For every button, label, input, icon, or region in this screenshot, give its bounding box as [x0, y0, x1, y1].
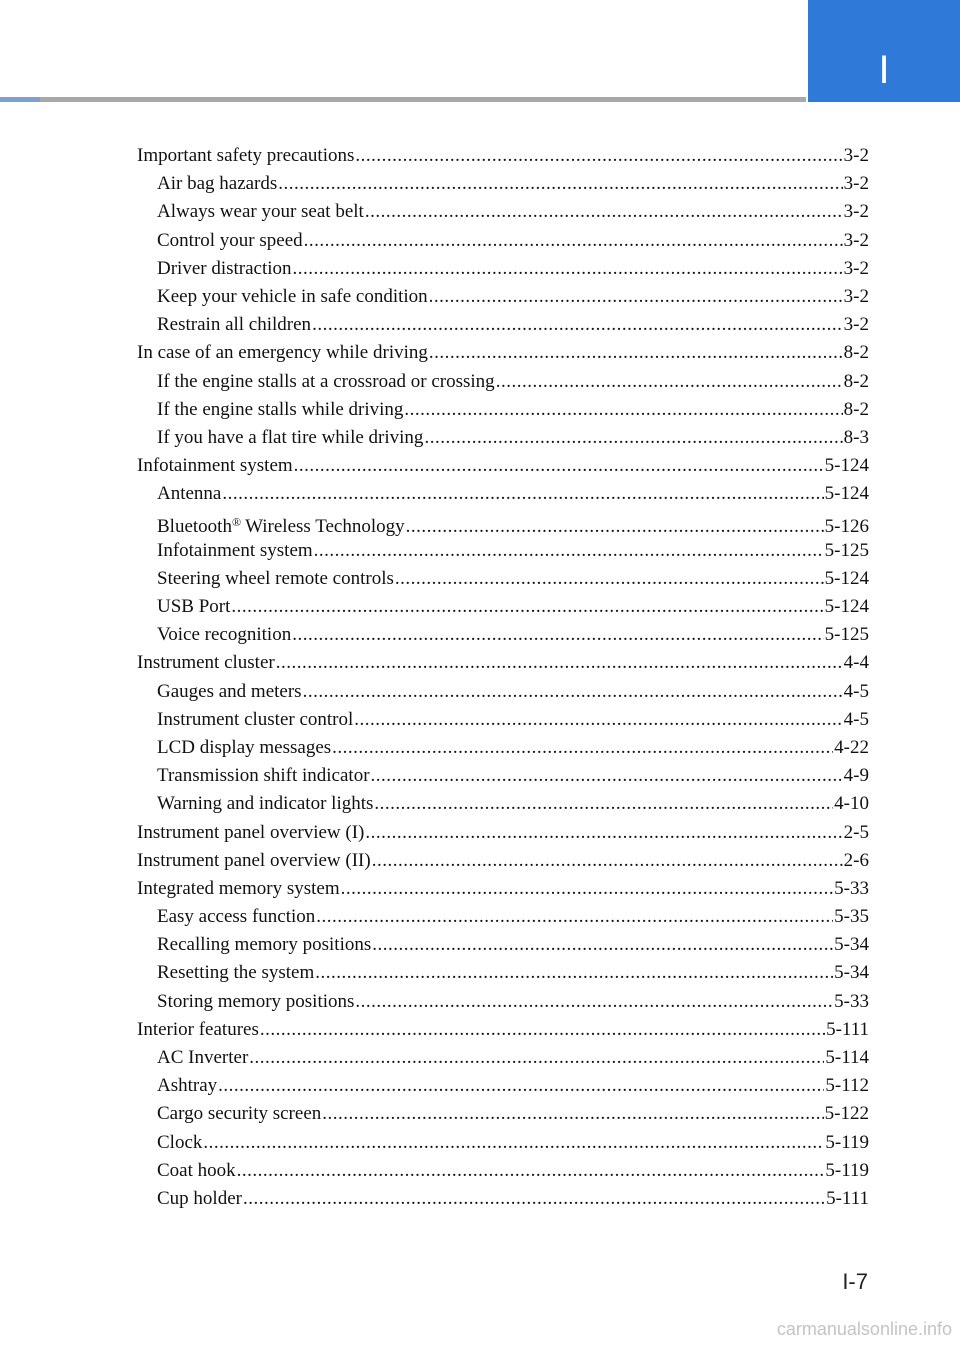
entry-page: 5-125 — [824, 539, 869, 561]
index-entry[interactable] — [137, 452, 869, 480]
entry-title: Warning and indicator lights — [157, 793, 374, 815]
entry-title: Cargo security screen — [157, 1103, 322, 1125]
dot-leader — [374, 790, 833, 818]
index-subentry[interactable] — [137, 988, 869, 1016]
entry-title: Transmission shift indicator — [157, 765, 370, 787]
dot-leader — [365, 819, 842, 847]
entry-page: 5-124 — [824, 596, 869, 617]
dot-leader — [294, 452, 824, 480]
index-subentry[interactable] — [137, 931, 869, 959]
entry-page: 5-114 — [825, 1047, 869, 1068]
dot-leader — [354, 706, 842, 734]
entry-title — [157, 508, 405, 536]
index-subentry[interactable] — [137, 1100, 869, 1128]
dot-leader — [222, 480, 823, 508]
entry-title: If the engine stalls at a crossroad or crossing — [157, 370, 495, 392]
dot-leader — [424, 424, 842, 452]
entry-page: 3-2 — [843, 229, 869, 251]
index-subentry[interactable] — [137, 1129, 869, 1157]
dot-leader — [355, 988, 833, 1016]
index-list — [137, 142, 869, 1213]
index-subentry[interactable] — [137, 283, 869, 311]
entry-title: USB Port — [157, 596, 231, 617]
entry-page: 5-119 — [825, 1131, 869, 1153]
dot-leader — [316, 903, 833, 931]
entry-page: 5-125 — [824, 624, 869, 646]
entry-page: 4-4 — [843, 652, 869, 674]
index-subentry[interactable] — [137, 734, 869, 762]
entry-page: 8-2 — [843, 370, 869, 392]
dot-leader — [303, 678, 843, 706]
entry-title: Interior features — [137, 1018, 259, 1040]
dot-leader — [278, 170, 842, 198]
dot-leader — [365, 198, 843, 226]
entry-title: Important safety precautions — [137, 145, 355, 166]
entry-page: 5-35 — [834, 906, 869, 928]
dot-leader — [203, 1129, 824, 1157]
index-subentry[interactable] — [137, 198, 869, 226]
dot-leader — [371, 762, 843, 790]
index-subentry[interactable] — [137, 170, 869, 198]
entry-page: 3-2 — [843, 145, 869, 166]
entry-page: 4-9 — [843, 765, 869, 787]
entry-title: Instrument cluster — [137, 652, 275, 674]
dot-leader — [293, 255, 843, 283]
entry-title: Infotainment system — [157, 539, 313, 561]
dot-leader — [322, 1100, 823, 1128]
dot-leader — [314, 537, 824, 565]
section-tab-label: I — [878, 48, 890, 92]
entry-page: 3-2 — [843, 285, 869, 307]
index-entry[interactable] — [137, 339, 869, 367]
index-entry[interactable] — [137, 875, 869, 903]
dot-leader — [429, 339, 843, 367]
index-subentry[interactable] — [137, 227, 869, 255]
dot-leader — [372, 847, 843, 875]
dot-leader — [315, 959, 833, 987]
page-number: I-7 — [842, 1269, 868, 1294]
index-subentry[interactable] — [137, 480, 869, 508]
entry-page: 3-2 — [843, 257, 869, 279]
entry-title: Instrument panel overview (I) — [137, 821, 365, 843]
entry-page: 5-126 — [824, 516, 869, 537]
index-subentry[interactable] — [137, 1044, 869, 1072]
entry-title: Cup holder — [157, 1187, 242, 1209]
dot-leader — [406, 513, 824, 536]
index-entry[interactable] — [137, 142, 869, 170]
index-subentry[interactable] — [137, 565, 869, 593]
entry-title: Infotainment system — [137, 455, 293, 477]
entry-page: 5-112 — [825, 1075, 869, 1097]
index-subentry[interactable] — [137, 1185, 869, 1213]
entry-title: Storing memory positions — [157, 990, 355, 1012]
index-subentry[interactable] — [137, 959, 869, 987]
entry-page: 5-34 — [834, 934, 869, 956]
entry-title: In case of an emergency while driving — [137, 342, 428, 364]
index-entry[interactable] — [137, 1016, 869, 1044]
entry-title: Air bag hazards — [157, 173, 278, 195]
index-subentry[interactable] — [137, 762, 869, 790]
index-subentry[interactable] — [137, 621, 869, 649]
dot-leader — [404, 396, 842, 424]
entry-title: Coat hook — [157, 1159, 236, 1181]
entry-title: Ashtray — [157, 1075, 218, 1097]
index-subentry[interactable] — [137, 368, 869, 396]
dot-leader — [355, 142, 842, 170]
index-subentry[interactable] — [137, 790, 869, 818]
entry-page: 3-2 — [843, 201, 869, 223]
entry-title: Antenna — [157, 483, 222, 505]
dot-leader — [243, 1185, 825, 1213]
dot-leader — [496, 368, 843, 396]
index-subentry[interactable] — [137, 424, 869, 452]
entry-title: Resetting the system — [157, 962, 315, 984]
entry-title: Always wear your seat belt — [157, 201, 364, 223]
index-subentry[interactable] — [137, 1157, 869, 1185]
entry-page: 4-5 — [843, 708, 869, 730]
index-entry[interactable] — [137, 819, 869, 847]
dot-leader — [218, 1072, 824, 1100]
entry-page: 8-2 — [843, 342, 869, 364]
watermark: carmanualsonline.info — [776, 1319, 952, 1339]
dot-leader — [292, 621, 823, 649]
dot-leader — [249, 1044, 824, 1072]
entry-title: If you have a flat tire while driving — [157, 426, 424, 448]
header-rule — [0, 97, 806, 102]
dot-leader — [341, 875, 834, 903]
dot-leader — [260, 1016, 825, 1044]
index-subentry[interactable] — [137, 311, 869, 339]
index-subentry[interactable] — [137, 508, 869, 536]
entry-title: Easy access function — [157, 906, 316, 928]
index-subentry[interactable] — [137, 1072, 869, 1100]
header-rule-accent — [0, 97, 40, 102]
entry-page: 2-6 — [843, 849, 869, 871]
dot-leader — [237, 1157, 825, 1185]
entry-page: 2-5 — [843, 821, 869, 843]
entry-title: Integrated memory system — [137, 877, 340, 899]
dot-leader — [312, 311, 843, 339]
dot-leader — [332, 734, 833, 762]
entry-page: 5-34 — [834, 962, 869, 984]
entry-page: 5-33 — [834, 990, 869, 1012]
entry-title: Control your speed — [157, 229, 303, 251]
entry-title: AC Inverter — [157, 1047, 249, 1068]
entry-page: 3-2 — [843, 314, 869, 336]
entry-title: Voice recognition — [157, 624, 292, 646]
dot-leader — [429, 283, 843, 311]
index-entry[interactable] — [137, 847, 869, 875]
index-subentry[interactable] — [137, 396, 869, 424]
entry-title-suffix: Wireless Technology — [245, 516, 405, 537]
entry-title: LCD display messages — [157, 736, 332, 758]
dot-leader — [276, 649, 843, 677]
dot-leader — [395, 565, 824, 593]
entry-page: 8-3 — [843, 426, 869, 448]
entry-title: Instrument panel overview (II) — [137, 849, 371, 871]
entry-page: 5-111 — [826, 1187, 869, 1209]
entry-title: Driver distraction — [157, 257, 292, 279]
entry-title: Gauges and meters — [157, 680, 302, 702]
dot-leader — [372, 931, 833, 959]
entry-page: 5-124 — [824, 455, 869, 477]
entry-title: Instrument cluster control — [157, 708, 354, 730]
registered-mark: ® — [231, 515, 242, 530]
entry-page: 5-33 — [834, 877, 869, 899]
entry-page: 5-124 — [824, 567, 869, 589]
entry-title: Keep your vehicle in safe condition — [157, 285, 428, 307]
index-subentry[interactable] — [137, 593, 869, 621]
entry-title: Restrain all children — [157, 314, 312, 336]
entry-title-base: Bluetooth — [157, 516, 232, 537]
entry-page: 4-10 — [834, 793, 869, 815]
entry-title: Clock — [157, 1131, 203, 1153]
index-entry[interactable] — [137, 649, 869, 677]
index-subentry[interactable] — [137, 537, 869, 565]
index-subentry[interactable] — [137, 255, 869, 283]
entry-page: 5-119 — [825, 1159, 869, 1181]
dot-leader — [231, 593, 823, 621]
entry-page: 4-22 — [834, 736, 869, 758]
dot-leader — [304, 227, 843, 255]
entry-page: 3-2 — [843, 173, 869, 195]
index-subentry[interactable] — [137, 706, 869, 734]
index-subentry[interactable] — [137, 678, 869, 706]
entry-page: 8-2 — [843, 398, 869, 420]
entry-title: Steering wheel remote controls — [157, 567, 394, 589]
index-subentry[interactable] — [137, 903, 869, 931]
entry-title: Recalling memory positions — [157, 934, 372, 956]
entry-page: 5-122 — [824, 1103, 869, 1125]
entry-title: If the engine stalls while driving — [157, 398, 404, 420]
entry-page: 4-5 — [843, 680, 869, 702]
entry-page: 5-111 — [826, 1018, 869, 1040]
entry-page: 5-124 — [824, 483, 869, 505]
section-tab — [808, 0, 960, 102]
